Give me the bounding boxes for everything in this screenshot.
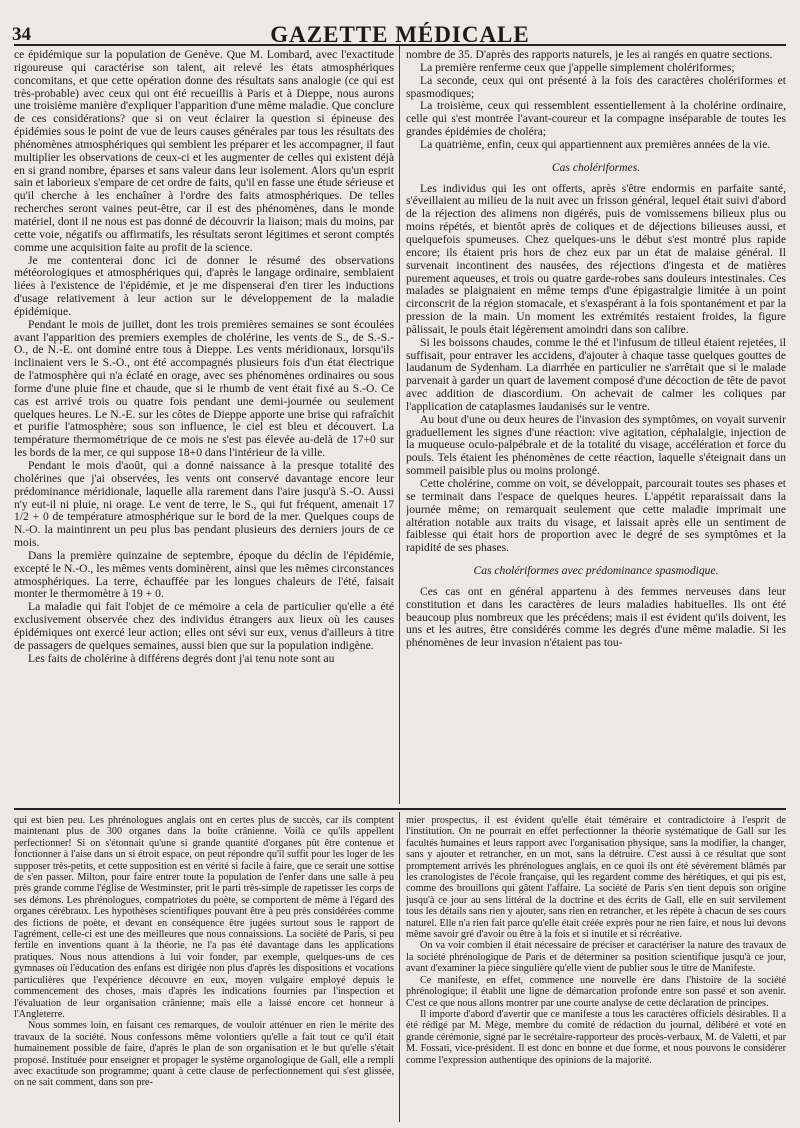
left-column <box>14 49 394 800</box>
footer-column-divider <box>399 812 400 1122</box>
right-column <box>406 49 786 800</box>
paragraph: La première renferme ceux que j'appelle simplement cholériformes; <box>420 60 735 74</box>
paragraph: mier prospectus, il est évident qu'elle était téméraire et contradictoire à l'esprit de l'institution. On ne pourrait en effet perfectionner la théorie systématique de Gall sur les facultés humaines et leurs rapport avec l'organisation physique, sans la modifier, la changer, sans y ajouter et retrancher, en un mot, sans la détruire. C'est aussi à ce résultat que sont promptement arrivés les phrénologues anglais, en ce quoi ils ont été sévèrement blâmés par les cranologistes de l'école française, qui les regardent comme des hérétiques, et qui pis est, comme des brouillons qui gâtent l'affaire. La société de Paris s'en tient depuis son origine jusqu'à ce jour au sens littéral de la doctrine et des écrits de Gall, elle en suit servilement tous les détails sans rien y ajouter, sans rien en retrancher, et les répète à chacun de ses cours naturel. Elle n'a rien fait parce qu'elle était créée exprès pour ne rien faire, et nous lui devons même savoir gré d'avoir ou être à la fois et si inutile et si récréative. <box>406 815 786 941</box>
feuilleton-left-column <box>14 815 394 1120</box>
paragraph: La maladie qui fait l'objet de ce mémoire a cela de particulier qu'elle a été exclusivement observée chez des individus étrangers aux lieux où les causes épidémiques ont exercé leur action; elles ont sévi sur eux, venus d'ailleurs à titre de passagers de quelques semaines, aussi bien que sur la population indigène. <box>14 600 394 652</box>
paragraph: Cette cholérine, comme on voit, se développait, parcourait toutes ses phases et se terminait dans l'espace de quelques heures. L'appétit reparaissait dans la journée même; on remarquait seulement que cette maladie imprimait une altération notable aux traits du visage, et laissait après elle un sentiment de faiblesse qui était hors de proportion avec le degré de ses symptômes et la rapidité de ses phases. <box>406 477 786 555</box>
paragraph: Nous sommes loin, en faisant ces remarques, de vouloir atténuer en rien le mérite des travaux de la société. Nous confessons même volontiers qu'elle a fait tout ce qu'il était humainement possible de faire, d'après le plan de son organisation et le but qu'elle s'était proposé. Instituée pour enseigner et propager le système organologique de Gall, elle a rempli avec exactitude son programme; quant à cette clause de perfectionnement qui s'est glissée, on ne sait comment, dans son pre- <box>14 1020 394 1089</box>
paragraph: Dans la première quinzaine de septembre, époque du déclin de l'épidémie, excepté le N.-O., les mêmes vents dominèrent, ainsi que les mêmes circonstances atmosphériques. La terre, échauffée par les longues chaleurs de l'été, faisait monter le thermomètre à 19 + 0. <box>14 548 394 601</box>
section-heading: Cas cholériformes. <box>551 160 641 174</box>
feuilleton-right-column <box>406 815 786 1120</box>
paragraph: La troisième, ceux qui ressemblent essentiellement à la cholérine ordinaire, celle qui s'est montrée l'avant-coureur et la compagne inséparable de toutes les grandes épidémies de choléra; <box>406 99 786 139</box>
paragraph: Pendant le mois d'août, qui a donné naissance à la presque totalité des cholérines que j'ai observées, les vents ont conservé davantage encore leur prédominance méridionale, laquelle alla rarement dans l'aire jusqu'à S.-O. Aussi n'y eut-il ni pluie, ni orage. Le vent de terre, le S., qui fut fréquent, amenait 17 1/2 + 0 de température atmosphérique sur le bord de la mer. Quelques coups de N.-O. la maintinrent un peu plus bas pendant plusieurs des derniers jours de ce mois. <box>14 459 394 550</box>
paragraph: Les faits de cholérine à différens degrés dont j'ai tenu note sont au <box>28 651 335 665</box>
paragraph: Il importe d'abord d'avertir que ce manifeste a tous les caractères officiels désirables. Il a été rédigé par M. Mège, membre du comité de rédaction du journal, délibéré et voté en grande cérémonie, signé par le secrétaire-rapporteur des procès-verbaux, M. de Valetti, et par M. Fossati, vice-président. Il est donc en bonne et due forme, et nous pouvons le considérer comme l'expression authentique des opinions de la majorité. <box>406 1008 786 1066</box>
paragraph: Ce manifeste, en effet, commence une nouvelle ère dans l'histoire de la société phrénologique; il établit une ligne de démarcation profonde entre son passé et son avenir. C'est ce que nous allons montrer par une courte analyse de cette déclaration de principes. <box>406 974 786 1009</box>
page-number: 34 <box>12 24 31 45</box>
paragraph: Si les boissons chaudes, comme le thé et l'infusum de tilleul étaient rejetées, il suffisait, pour entraver les accidens, d'ajouter à chaque tasse quelques gouttes de laudanum de Sydenham. La diarrhée en particulier ne s'arrêtait que si le malade parvenait à garder un quart de lavement composé d'une décoction de tête de pavot avec addition de diascordium. On achevait de calmer les coliques par l'application de cataplasmes laudanisés sur le ventre. <box>406 335 786 413</box>
paragraph: nombre de 35. D'après des rapports naturels, je les ai rangés en quatre sections. <box>406 49 773 61</box>
paragraph: La quatrième, enfin, ceux qui appartiennent aux premières années de la vie. <box>420 137 771 151</box>
paragraph: La seconde, ceux qui ont présenté à la fois des caractères cholériformes et spasmodiques; <box>406 73 786 100</box>
paragraph: Les individus qui les ont offerts, après s'être endormis en parfaite santé, s'éveillaient au milieu de la nuit avec un frisson général, lequel était suivi d'abord de la réjection des alimens non digérés, puis de vomissemens bilieux plus ou moins répétés, et bientôt après de coliques et de déjections bilieuses aussi, et quelquefois spumeuses. Chez quelques-uns le début s'est montré plus rapide encore; ils étaient pris hors de chez eux par un état de malaise général. Il survenait incontinent des nausées, des réjections d'ingesta et de matières purement aqueuses, et trois ou quatre garde-robes sans douleurs intestinales. Ces malades se plaignaient en même temps d'une épigastralgie limitée à un point circonscrit de la région stomacale, et s'exaspérant à la fois spontanément et par la pression de la main. Un moment les extrémités restaient froides, la figure pâlissait, le pouls était légèrement amoindri dans son calibre. <box>406 181 786 336</box>
paragraph: Pendant le mois de juillet, dont les trois premières semaines se sont écoulées avant l'apparition des premiers exemples de cholérine, les vents de S., de S.-S.-O., de N.-E. ont dominé entre tous à Dieppe. Les vents méridionaux, lorsqu'ils inclinaient vers le S.-O., ont été accompagnés plusieurs fois d'un état électrique de l'atmosphère qui n'a éclaté en orage, avec ses phénomènes ordinaires ou sous forme d'une pluie fine et chaude, que si le rhumb de vent était fixé au S.-O. Ce cas est arrivé trois ou quatre fois pendant une demi-journée ou seulement quelques heures. Le N.-E. sur les côtes de Dieppe apporte une brise qui rafraîchit et purifie l'atmosphère; sous son influence, le ciel est bleu et découvert. La température thermométrique de ce mois ne s'est pas élevée au-delà de 17+0 sur les bords de la mer, ce qui suppose 18+0 dans l'intérieur de la ville. <box>14 317 394 460</box>
paragraph: On va voir combien il était nécessaire de préciser et caractériser la nature des travaux de la société phrénologique de Paris et de déterminer sa position scientifique jusqu'à ce jour, avant d'examiner la pièce singulière qu'elle vient de publier sous le titre de Manifeste. <box>406 940 786 975</box>
column-divider <box>399 46 400 804</box>
page-header <box>0 14 800 54</box>
section-heading: Cas cholériformes avec prédominance spasmodique. <box>473 564 719 578</box>
header-rule <box>14 44 786 46</box>
paragraph: qui est bien peu. Les phrénologues anglais ont en certes plus de succès, car ils comptent maintenant plus de 300 organes dans la boîte crânienne. Voilà ce qu'ils appellent perfectionner! Si on s'étonnait qu'une si grande quantité d'organes pût être contenue et fonctionner à l'aise dans un si étroit espace, on peut répondre qu'il suffit pour les loger de les supposer très-petits, et cette supposition est en vérité si facile à faire, que ce serait une sottise de s'en passer. Milton, pour faire entrer toute la population de l'enfer dans une salle à peu près grande comme l'église de Westminster, prit le parti très-simple de rapetisser les corps de ses démons. Les phrénologues, compatriotes du poète, se comportent de même à l'égard des organes cérébraux. Les hypothèses scientifiques pouvant être à peu près considérées comme des fictions de poète, et devant en conséquence être jugées surtout sous le rapport de l'agrément, celle-ci est une des meilleures que nous connaissions. La société de Paris, si peu fertile en inventions quant à la théorie, ne l'a pas été davantage dans les applications pratiques. Nous nous attendions à lui voir fonder, par exemple, quelques-uns de ces gymnases où l'éducation des enfans est dirigée non plus d'après les dispositions et vocations particulières que l'expérience découvre en eux, moyen vulgaire employé depuis le commencement des choses, mais d'après les indications fournies par l'inspection et l'évaluation de leur organisation crânienne; mais elle a laissé encore cet honneur à l'Angleterre. <box>14 815 394 1020</box>
feuilleton-rule <box>14 808 786 810</box>
paragraph: Ces cas ont en général appartenu à des femmes nerveuses dans leur constitution et dans les caractères de leurs maladies habituelles. Ils ont été beaucoup plus nombreux que les précédens; mais il est évident qu'ils doivent, les uns et les autres, être considérés comme les degrés d'une même maladie. Si les phénomènes de leur invasion n'étaient pas tou- <box>406 584 786 650</box>
paragraph: Je me contenterai donc ici de donner le résumé des observations météorologiques et atmosphériques qui, d'après le langage ordinaire, semblaient liées à l'existence de l'épidémie, et je me dispenserai d'en tirer les inductions d'usage relativement à leur action sur le développement de la maladie épidémique. <box>14 253 394 318</box>
paragraph: Au bout d'une ou deux heures de l'invasion des symptômes, on voyait survenir graduellement les signes d'une réaction: vive agitation, céphalalgie, injection de la muqueuse oculo-palpébrale et de la totalité du visage, accélération et force du pouls. Tels étaient les phénomènes de cette réaction, laquelle s'éteignait dans un sommeil paisible plus ou moins prolongé. <box>406 412 786 478</box>
paragraph: ce épidémique sur la population de Genève. Que M. Lombard, avec l'exactitude rigoureuse qui caractérise son talent, ait relevé les états atmosphériques concomitans, et que cette opération donne des résultats sans analogie (ce qui est très-probable) avec ceux qui ont été recueillis à Paris et à Dieppe, nous aurons une troisième manière d'expliquer l'apparition d'une même maladie. Que conclure de ces considérations? que si on veut éclairer la question si épineuse des épidémies sous le point de vue de leurs causes générales par tous les résultats des phénomènes atmosphériques qui semblent les préparer et les accompagner, il faut multiplier les observations de ceux-ci et les augmenter de celles qui existent déjà en si grand nombre, éparses et sans valeur dans leur isolement. Alors qu'un esprit sain et laborieux s'empare de cet ordre de faits, qu'il en fasse une étude sérieuse et qu'il cherche à les enchaîner à l'ordre des faits atmosphériques. De telles recherches seront vaines peut-être, car il est des phénomènes, dans le monde matériel, dont il ne nous est pas donné de découvrir la liaison; mais du moins, par cette voie, négatifs ou affirmatifs, les résultats seront légitimes et seront comptés comme une acquisition faite au profit de la science. <box>14 49 394 254</box>
masthead-title: GAZETTE MÉDICALE <box>270 22 530 47</box>
